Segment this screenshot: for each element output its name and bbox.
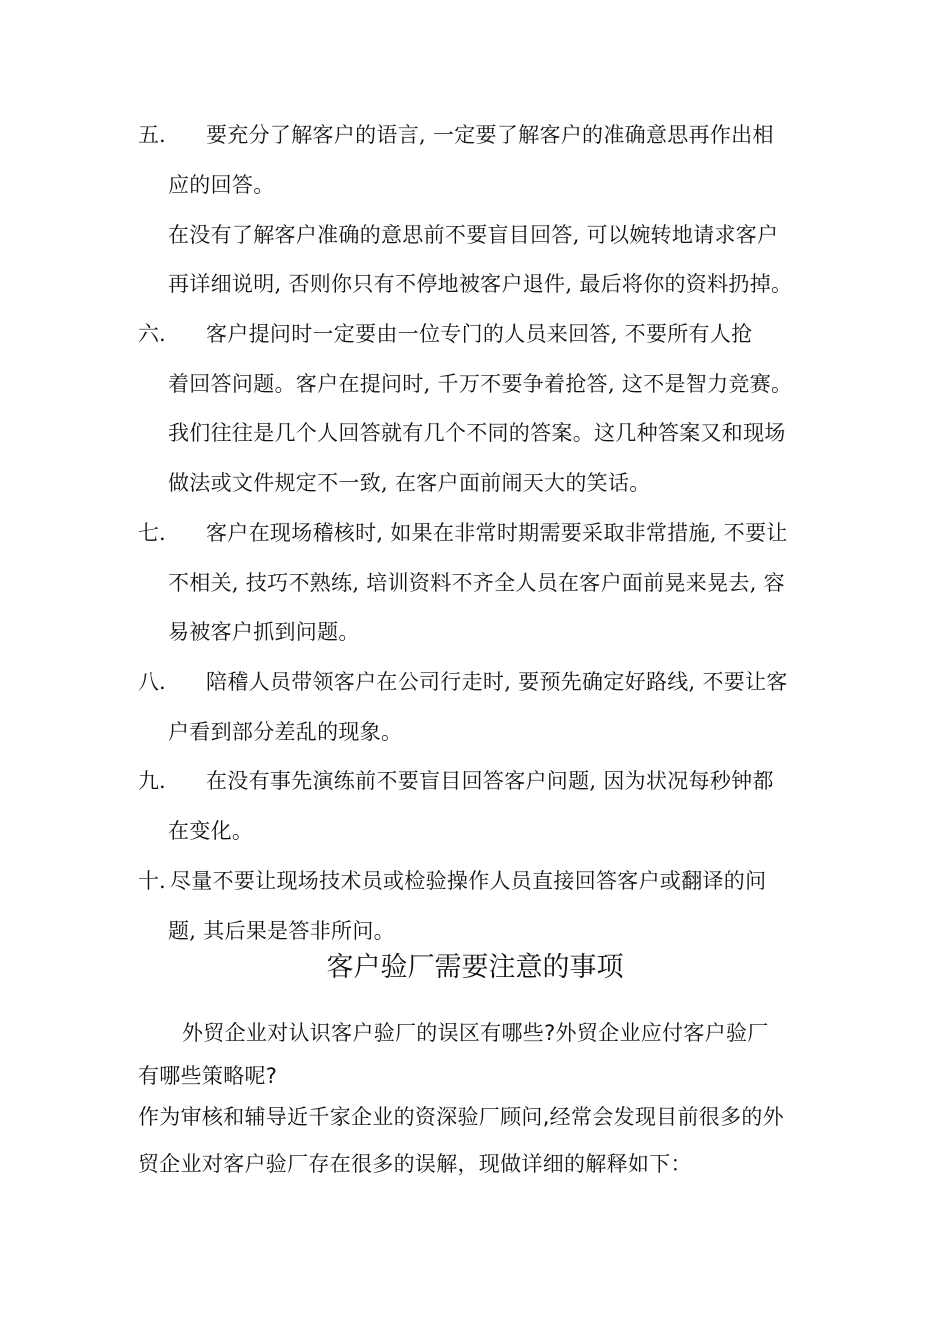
paragraph-line: 外贸企业对认识客户验厂的误区有哪些?外贸企业应付客户验厂	[182, 1021, 769, 1045]
item-text-line: 题, 其后果是答非所问。	[168, 919, 395, 943]
item-text-line: 在没有了解客户准确的意思前不要盲目回答, 可以婉转地请求客户	[168, 223, 779, 247]
item-text-line: 客户提问时一定要由一位专门的人员来回答, 不要所有人抢	[206, 322, 753, 346]
item-text-line: 再详细说明, 否则你只有不停地被客户退件, 最后将你的资料扔掉。	[168, 272, 793, 296]
item-number: 六.	[138, 322, 166, 346]
item-text-line: 客户在现场稽核时, 如果在非常时期需要采取非常措施, 不要让	[206, 521, 788, 545]
item-text-line: 易被客户抓到问题。	[168, 620, 360, 644]
item-number: 七.	[138, 521, 166, 545]
item-text-line: 做法或文件规定不一致, 在客户面前闹天大的笑话。	[168, 471, 651, 495]
item-text-line: 我们往往是几个人回答就有几个不同的答案。这几种答案又和现场	[168, 421, 786, 445]
item-text-line: 应的回答。	[168, 173, 275, 197]
item-text-line: 户看到部分差乱的现象。	[168, 720, 403, 744]
item-number: 五.	[138, 123, 166, 147]
item-number: 十.	[138, 869, 166, 893]
item-text-line: 不相关, 技巧不熟练, 培训资料不齐全人员在客户面前晃来晃去, 容	[168, 571, 785, 595]
item-text-line: 在没有事先演练前不要盲目回答客户问题, 因为状况每秒钟都	[206, 769, 774, 793]
paragraph-line: 作为审核和辅导近千家企业的资深验厂顾问,经常会发现目前很多的外	[138, 1105, 784, 1129]
item-text-line: 要充分了解客户的语言, 一定要了解客户的准确意思再作出相	[206, 123, 774, 147]
item-text-line: 着回答问题。客户在提问时, 千万不要争着抢答, 这不是智力竞赛。	[168, 372, 793, 396]
item-text-line: 陪稽人员带领客户在公司行走时, 要预先确定好路线, 不要让客	[206, 670, 788, 694]
item-number: 八.	[138, 670, 166, 694]
paragraph-line: 贸企业对客户验厂存在很多的误解，现做详细的解释如下：	[138, 1152, 692, 1176]
item-number: 九.	[138, 769, 166, 793]
paragraph-line: 有哪些策略呢?	[138, 1064, 278, 1088]
item-text-line: 在变化。	[168, 819, 254, 843]
section-title: 客户验厂需要注意的事项	[326, 952, 624, 983]
item-text-line: 尽量不要让现场技术员或检验操作人员直接回答客户或翻译的问	[170, 869, 767, 893]
